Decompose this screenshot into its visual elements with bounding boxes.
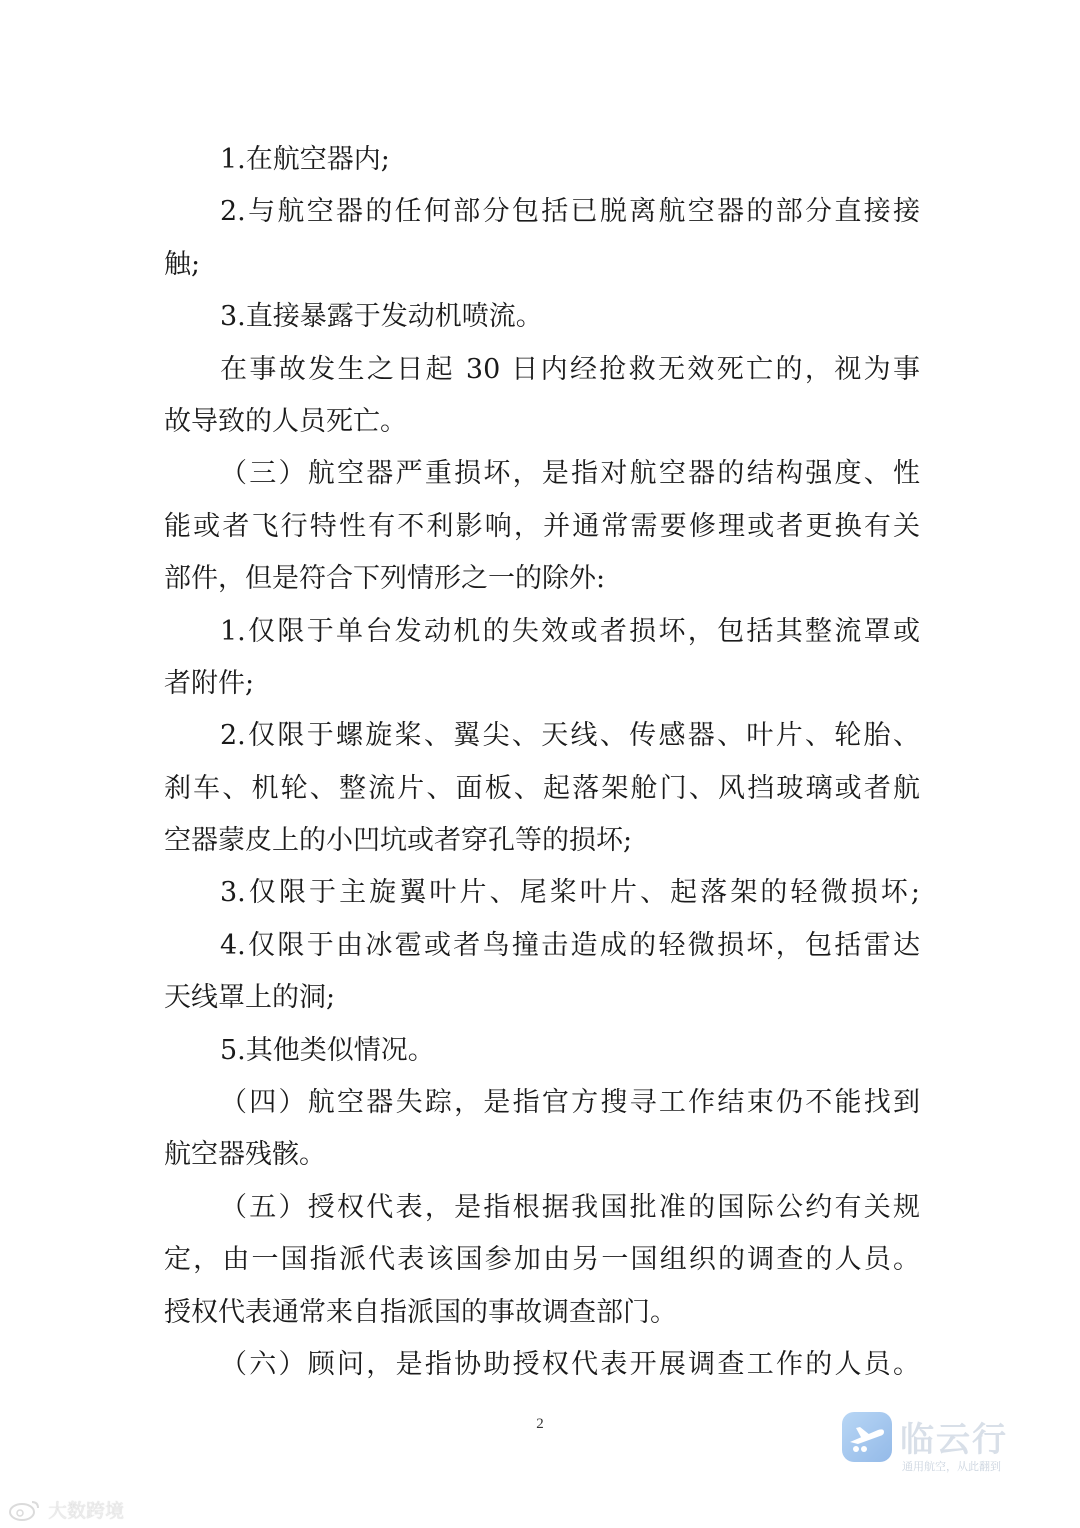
text-line: 能或者飞行特性有不利影响，并通常需要修理或者更换有关 xyxy=(164,510,920,542)
text-line: 4.仅限于由冰雹或者鸟撞击造成的轻微损坏，包括雷达 xyxy=(220,929,920,961)
text-line: 部件，但是符合下列情形之一的除外: xyxy=(164,563,606,595)
text-line: 者附件; xyxy=(164,667,255,699)
text-line: 授权代表通常来自指派国的事故调查部门。 xyxy=(164,1296,677,1328)
text-line: 天线罩上的洞; xyxy=(164,982,336,1014)
text-line: 3.直接暴露于发动机喷流。 xyxy=(220,301,543,333)
text-line: 3.仅限于主旋翼叶片、尾桨叶片、起落架的轻微损坏; xyxy=(220,877,920,909)
page-number: 2 xyxy=(536,1416,544,1432)
text-line: 1.仅限于单台发动机的失效或者损坏，包括其整流罩或 xyxy=(220,615,920,647)
text-line: 5.其他类似情况。 xyxy=(220,1034,435,1066)
text-line: 触; xyxy=(164,248,201,280)
watermark-slogan: 通用航空，从此翻到 xyxy=(902,1460,1001,1473)
linyunxing-watermark xyxy=(842,1412,1042,1474)
dashu-watermark-text: 大数跨境 xyxy=(48,1500,125,1522)
text-line: 1.在航空器内; xyxy=(220,144,390,175)
text-line: （五）授权代表，是指根据我国批准的国际公约有关规 xyxy=(220,1191,920,1223)
document-body xyxy=(164,134,920,1391)
text-line: 2.仅限于螺旋桨、翼尖、天线、传感器、叶片、轮胎、 xyxy=(220,720,920,752)
text-line: 定，由一国指派代表该国参加由另一国组织的调查的人员。 xyxy=(164,1244,920,1276)
text-line: （三）航空器严重损坏，是指对航空器的结构强度、性 xyxy=(220,458,920,490)
text-line: 2.与航空器的任何部分包括已脱离航空器的部分直接接 xyxy=(220,196,920,228)
text-line: （四）航空器失踪，是指官方搜寻工作结束仍不能找到 xyxy=(220,1087,920,1119)
weibo-icon xyxy=(8,1498,42,1522)
airplane-logo-icon xyxy=(842,1412,892,1462)
text-line: 在事故发生之日起 30 日内经抢救无效死亡的，视为事 xyxy=(220,353,920,385)
text-line: 航空器残骸。 xyxy=(164,1139,326,1171)
watermark-title: 临云行 xyxy=(900,1420,1008,1460)
text-line: 刹车、机轮、整流片、面板、起落架舱门、风挡玻璃或者航 xyxy=(164,772,920,804)
text-line: （六）顾问，是指协助授权代表开展调查工作的人员。 xyxy=(220,1348,920,1380)
text-line: 空器蒙皮上的小凹坑或者穿孔等的损坏; xyxy=(164,825,633,857)
text-line: 故导致的人员死亡。 xyxy=(164,405,407,437)
